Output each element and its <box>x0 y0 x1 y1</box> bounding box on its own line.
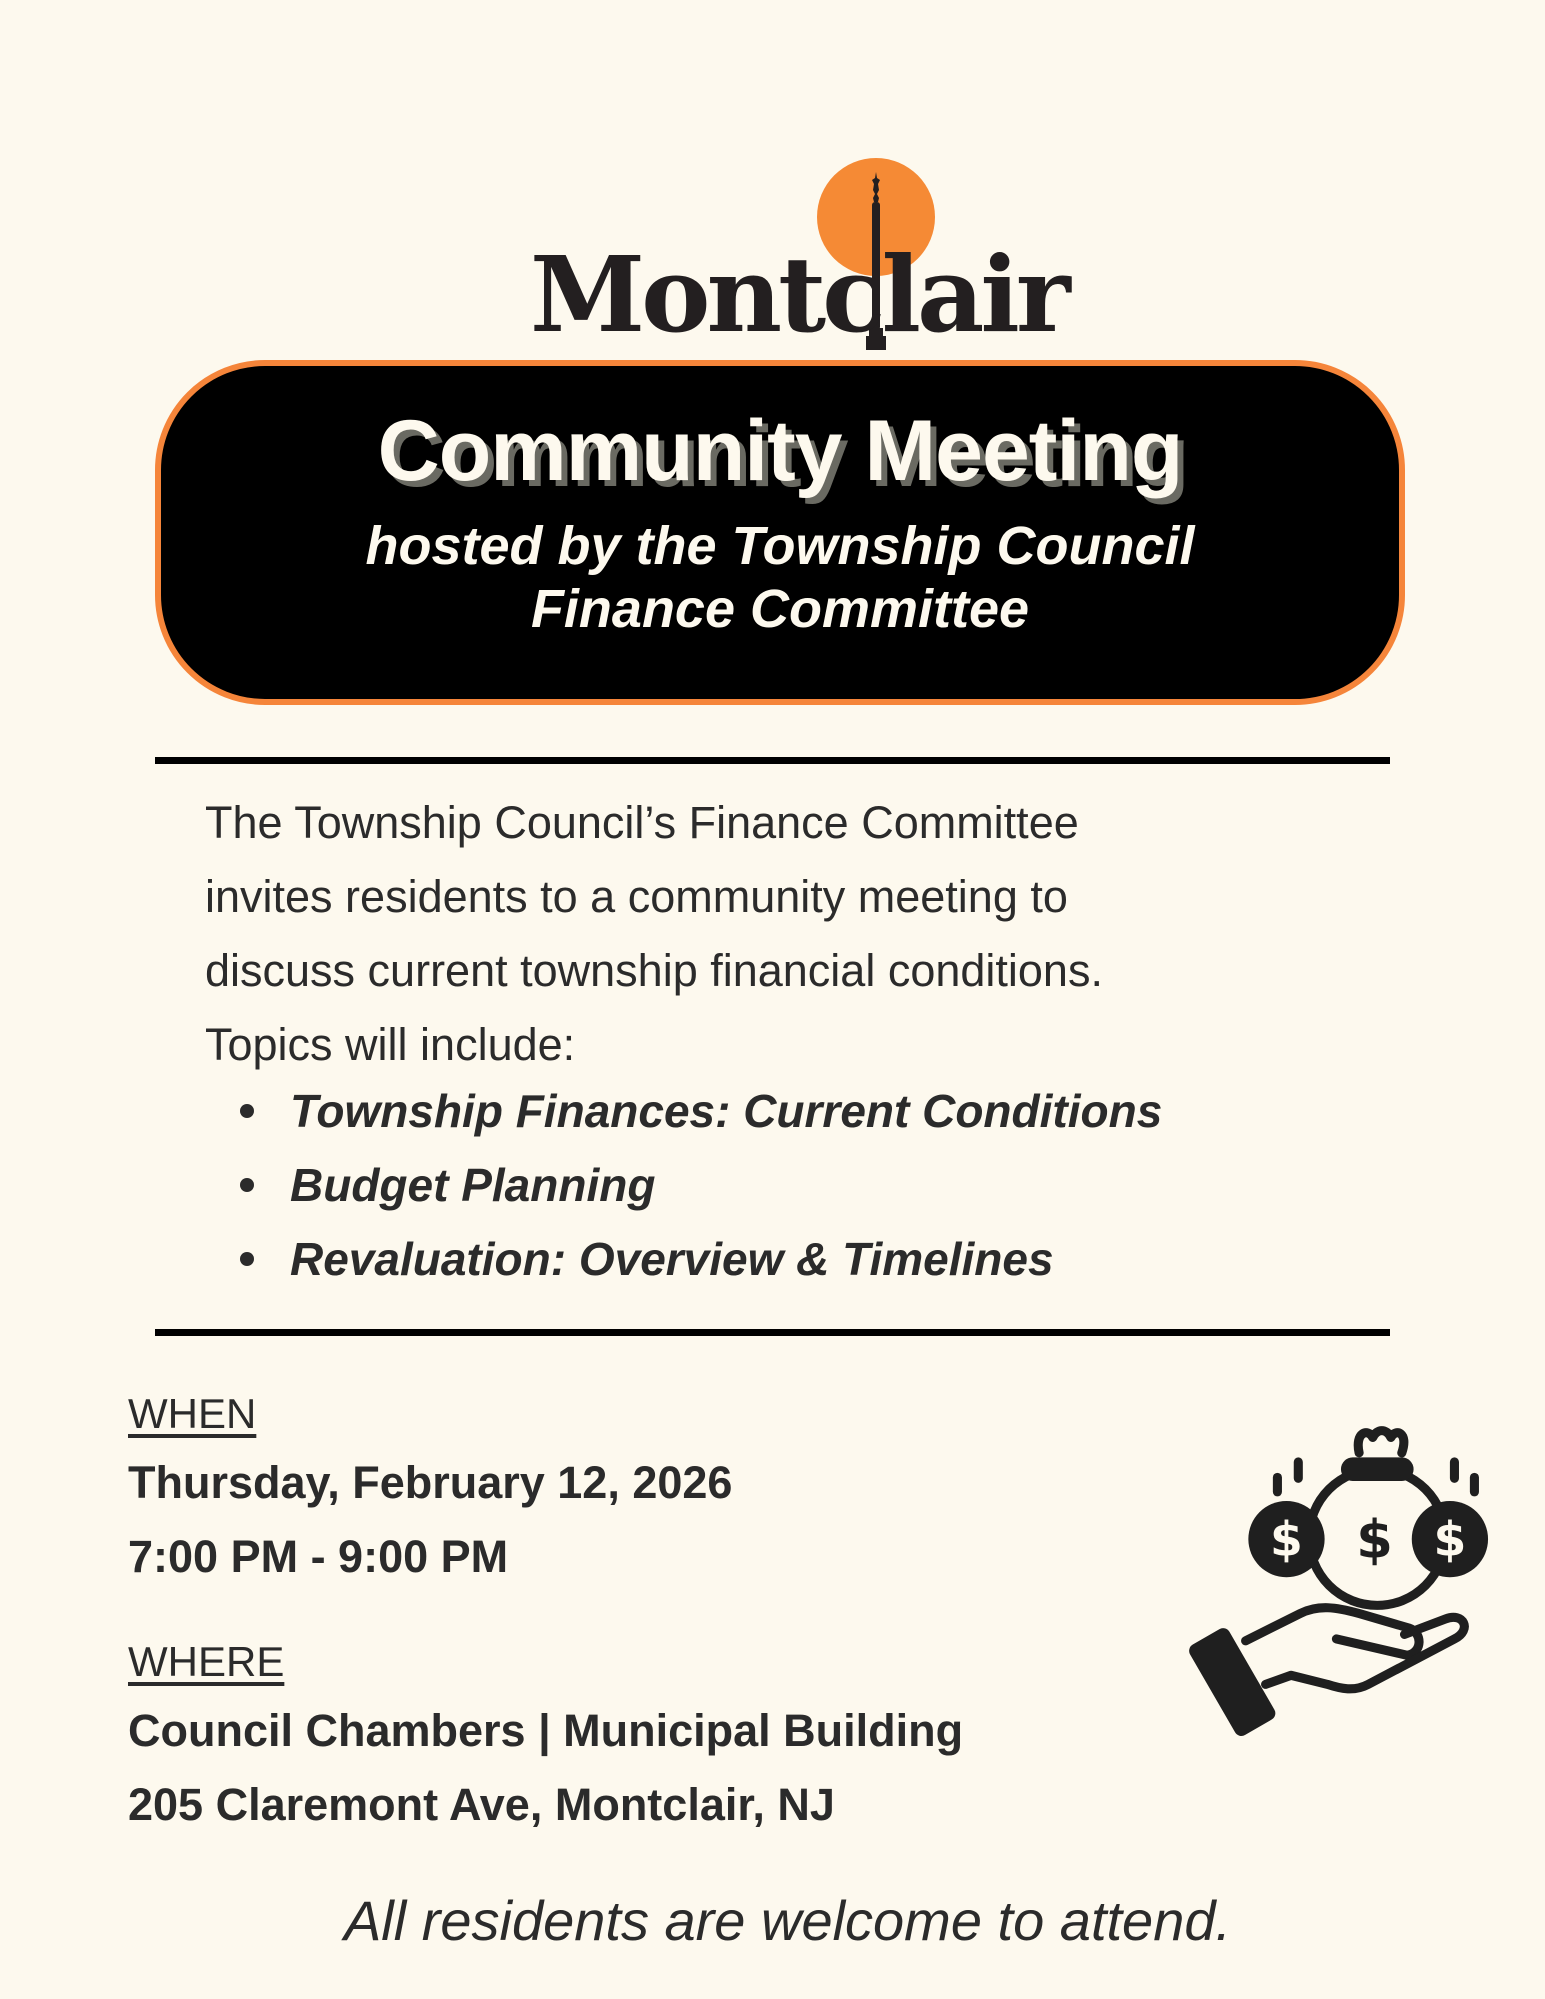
svg-text:$: $ <box>1356 1509 1393 1571</box>
when-section <box>128 1390 732 1594</box>
topic-item: Township Finances: Current Conditions <box>240 1074 1162 1148</box>
meeting-banner <box>155 360 1405 705</box>
topic-item: Budget Planning <box>240 1148 1162 1222</box>
topics-list <box>240 1074 1162 1296</box>
svg-text:$: $ <box>1433 1512 1467 1568</box>
topic-item: Revaluation: Overview & Timelines <box>240 1222 1162 1296</box>
divider-bottom <box>155 1329 1390 1336</box>
subtitle-line-2: Finance Committee <box>530 579 1030 640</box>
bullet-icon <box>240 1178 254 1192</box>
bullet-icon <box>240 1252 254 1266</box>
intro-line: Topics will include: <box>205 1019 576 1070</box>
bullet-icon <box>240 1104 254 1118</box>
venue: Council Chambers | Municipal Building <box>128 1705 964 1756</box>
montclair-logo <box>0 75 1545 356</box>
subtitle-line-1: hosted by the Township Council <box>365 515 1195 576</box>
event-time: 7:00 PM - 9:00 PM <box>128 1531 509 1582</box>
divider-top <box>155 757 1390 764</box>
where-label: WHERE <box>128 1638 285 1685</box>
intro-line: invites residents to a community meeting to <box>205 871 1068 922</box>
intro-paragraph <box>205 786 1385 1082</box>
intro-line: The Township Council’s Finance Committee <box>205 797 1079 848</box>
page-title: Community Meeting <box>377 403 1183 499</box>
where-section <box>128 1638 963 1842</box>
footer-welcome: All residents are welcome to attend. <box>343 1889 1232 1952</box>
event-date: Thursday, February 12, 2026 <box>128 1457 733 1508</box>
hand-holding-money-bag-icon <box>1188 1412 1503 1757</box>
address: 205 Claremont Ave, Montclair, NJ <box>128 1779 835 1830</box>
when-label: WHEN <box>128 1390 257 1437</box>
banner-subtitle <box>161 515 1399 642</box>
logo-wordmark: Montclair <box>530 233 1067 356</box>
svg-text:$: $ <box>1270 1512 1303 1568</box>
intro-line: discuss current township financial conditions. <box>205 945 1103 996</box>
